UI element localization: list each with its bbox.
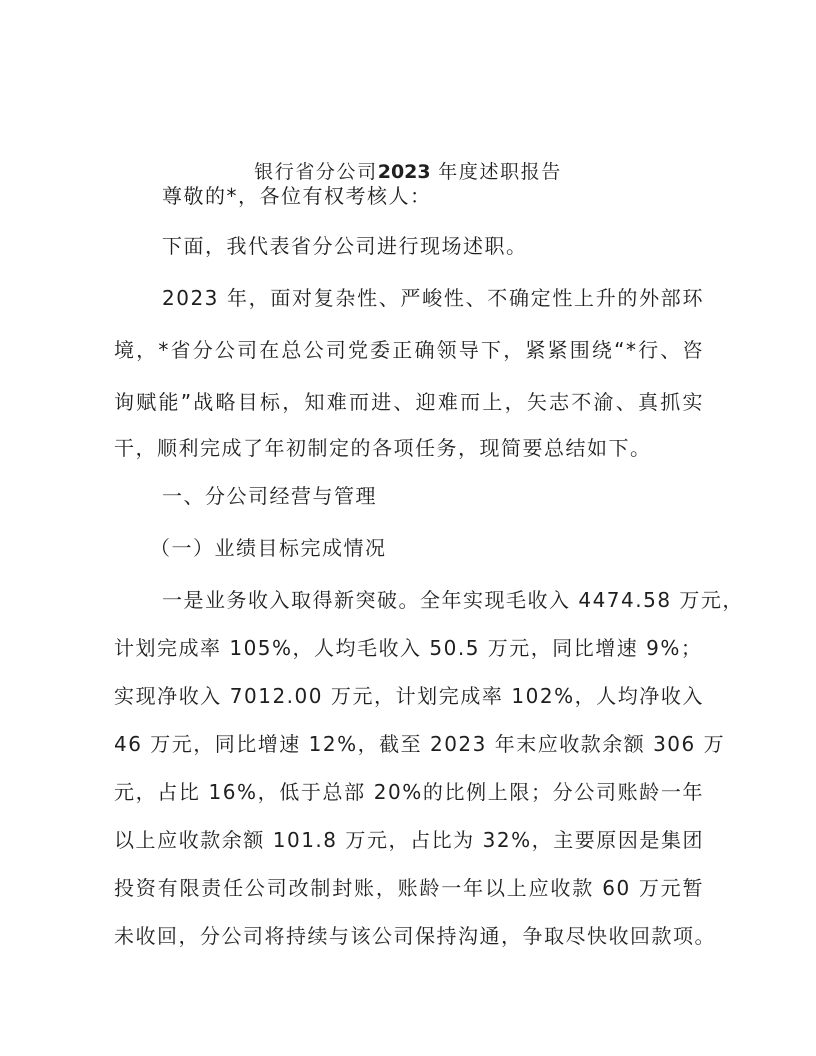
title-prefix: 银行省分公司 [254, 161, 378, 183]
paragraph2-line-6: 以上应收款余额 101.8 万元，占比为 32%，主要原因是集团 [114, 828, 704, 852]
subsection1-heading: （一）业绩目标完成情况 [150, 536, 387, 560]
paragraph1-line-3: 询赋能”战略目标，知难而进、迎难而上，矢志不渝、真抓实 [114, 390, 704, 414]
salutation: 尊敬的*，各位有权考核人： [162, 184, 432, 208]
paragraph2-line-8: 未收回，分公司将持续与该公司保持沟通，争取尽快收回款项。 [114, 924, 716, 948]
title-suffix: 年度述职报告 [438, 161, 562, 183]
paragraph2-line-5: 元，占比 16%，低于总部 20%的比例上限；分公司账龄一年 [114, 780, 704, 804]
paragraph1-line-1: 2023 年，面对复杂性、严峻性、不确定性上升的外部环 [162, 286, 704, 310]
paragraph1-line-4: 干，顺利完成了年初制定的各项任务，现简要总结如下。 [114, 436, 652, 460]
paragraph2-line-3: 实现净收入 7012.00 万元，计划完成率 102%，人均净收入 [114, 684, 704, 708]
paragraph2-line-4: 46 万元，同比增速 12%，截至 2023 年末应收款余额 306 万 [114, 732, 726, 756]
paragraph2-line-7: 投资有限责任公司改制封账，账龄一年以上应收款 60 万元暂 [114, 876, 704, 900]
document-title [0, 160, 816, 184]
intro-line: 下面，我代表省分公司进行现场述职。 [162, 234, 528, 258]
title-year: 2023 [377, 161, 431, 183]
paragraph2-line-1: 一是业务收入取得新突破。全年实现毛收入 4474.58 万元， [162, 588, 744, 612]
section1-heading: 一、分公司经营与管理 [162, 484, 377, 508]
paragraph1-line-2: 境，*省分公司在总公司党委正确领导下，紧紧围绕“*行、咨 [114, 338, 704, 362]
paragraph2-line-2: 计划完成率 105%，人均毛收入 50.5 万元，同比增速 9%； [114, 636, 703, 660]
